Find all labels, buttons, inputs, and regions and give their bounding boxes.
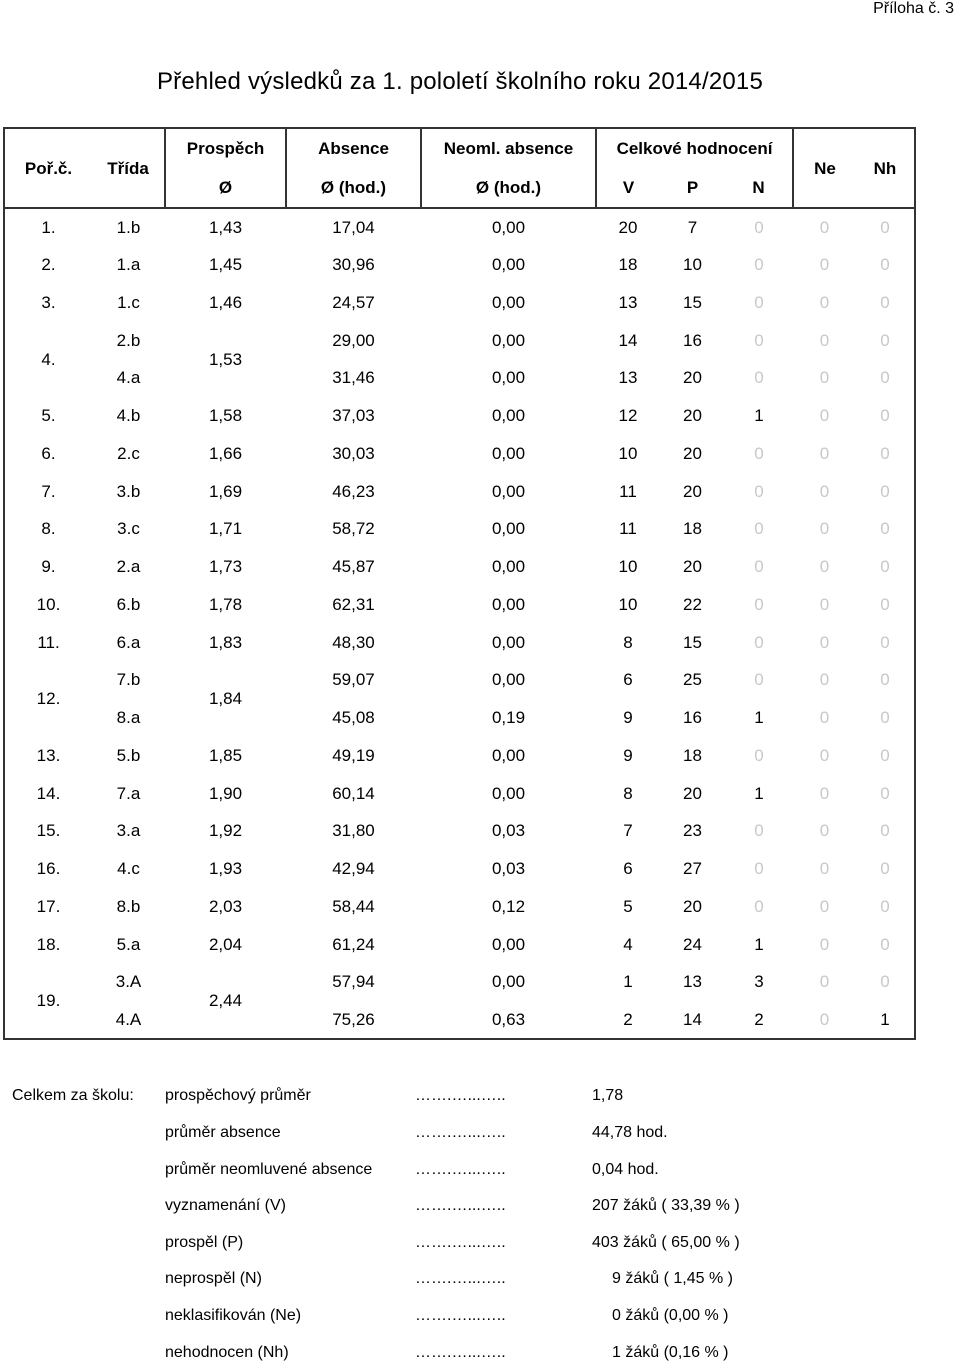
header-prospech: Prospěch [165, 128, 286, 167]
ne-cell: 0 [819, 708, 830, 728]
p-cell: 20 [683, 443, 702, 463]
n-cell: 1 [754, 783, 764, 803]
ne-cell: 0 [819, 406, 830, 426]
neoml-cell: 0,00 [491, 255, 526, 275]
neoml-cell: 0,00 [491, 406, 526, 426]
v-cell: 13 [618, 368, 638, 388]
n-cell: 0 [754, 632, 764, 652]
n-cell: 1 [754, 708, 764, 728]
p-cell: 22 [683, 594, 702, 614]
summary-value: 403 žáků ( 65,00 % ) [592, 1234, 740, 1251]
nh-cell: 0 [856, 548, 915, 586]
summary-value: 44,78 hod. [592, 1124, 668, 1141]
nh-cell: 0 [856, 246, 915, 284]
n-cell: 0 [754, 519, 764, 539]
class-cell: 3.c [117, 519, 140, 539]
class-cell: 1.c [117, 292, 140, 312]
neoml-cell: 0,00 [491, 594, 526, 614]
class-cell: 2.a [116, 557, 141, 577]
prospech-cell: 1,45 [208, 255, 243, 275]
absence-cell: 59,07 [332, 670, 375, 690]
ne-cell: 0 [819, 481, 830, 501]
prospech-cell: 1,78 [208, 594, 243, 614]
class-cell: 1.a [116, 255, 141, 275]
neoml-cell: 0,00 [491, 632, 526, 652]
nh-cell: 0 [856, 699, 915, 737]
v-cell: 4 [623, 934, 633, 954]
absence-cell: 49,19 [332, 745, 375, 765]
n-cell: 0 [754, 481, 764, 501]
summary-dots: …….…...….. [415, 1307, 506, 1324]
p-cell: 20 [683, 557, 702, 577]
n-cell: 0 [754, 368, 764, 388]
p-cell: 24 [683, 934, 702, 954]
ne-cell: 0 [819, 217, 830, 237]
rank-cell: 17. [4, 888, 92, 926]
v-cell: 10 [618, 557, 638, 577]
neoml-cell: 0,00 [491, 368, 526, 388]
class-cell: 6.a [116, 632, 141, 652]
n-cell: 0 [754, 745, 764, 765]
neoml-cell: 0,00 [491, 557, 526, 577]
neoml-cell: 0,00 [491, 519, 526, 539]
summary-dots: …….…...….. [415, 1124, 506, 1141]
header-poradi: Poř.č. [4, 128, 92, 208]
class-cell: 6.b [116, 594, 141, 614]
summary-row [12, 1270, 912, 1292]
nh-cell: 0 [856, 435, 915, 473]
summary-dots: …….…...….. [415, 1344, 506, 1361]
summary-dots: …….…...….. [415, 1087, 506, 1104]
summary-label: nehodnocen (Nh) [165, 1344, 289, 1361]
header-celkove: Celkové hodnocení [596, 128, 793, 167]
summary-row [12, 1161, 912, 1183]
v-cell: 8 [623, 632, 633, 652]
n-cell: 0 [754, 859, 764, 879]
prospech-cell: 1,71 [208, 519, 243, 539]
v-cell: 6 [623, 670, 633, 690]
p-cell: 7 [687, 217, 698, 237]
prospech-cell: 1,73 [208, 557, 243, 577]
annex-label: Příloha č. 3 [873, 0, 954, 17]
class-cell: 4.A [92, 1001, 165, 1039]
v-cell: 14 [618, 330, 638, 350]
absence-cell: 75,26 [286, 1001, 421, 1039]
summary-label: průměr neomluvené absence [165, 1161, 373, 1178]
n-cell: 0 [754, 443, 764, 463]
absence-cell: 31,80 [332, 821, 375, 841]
class-cell: 3.b [116, 481, 141, 501]
rank-cell: 10. [4, 586, 92, 624]
results-table [3, 127, 916, 1040]
p-cell: 15 [683, 292, 702, 312]
nh-cell: 0 [856, 737, 915, 775]
prospech-cell: 1,69 [208, 481, 243, 501]
summary-row [12, 1234, 912, 1256]
prospech-cell: 1,43 [208, 217, 243, 237]
summary-value: 0 žáků (0,00 % ) [612, 1307, 729, 1324]
v-cell: 11 [619, 519, 637, 539]
summary-label: vyznamenání (V) [165, 1197, 286, 1214]
absence-cell: 37,03 [332, 406, 375, 426]
absence-cell: 61,24 [332, 934, 375, 954]
prospech-cell: 1,66 [208, 443, 243, 463]
p-cell: 20 [683, 783, 702, 803]
page-title: Přehled výsledků za 1. pololetí školního roku 2014/2015 [156, 68, 764, 95]
absence-cell: 24,57 [332, 292, 375, 312]
ne-cell: 0 [819, 972, 830, 992]
summary-row [12, 1124, 912, 1146]
v-cell: 10 [618, 594, 638, 614]
neoml-cell: 0,12 [491, 896, 526, 916]
n-cell: 0 [754, 670, 764, 690]
nh-cell: 0 [856, 812, 915, 850]
summary-heading: Celkem za školu: [12, 1087, 134, 1104]
header-p: P [660, 167, 725, 208]
p-cell: 14 [660, 1001, 725, 1039]
header-n: N [725, 167, 793, 208]
nh-cell: 0 [856, 925, 915, 963]
p-cell: 18 [683, 519, 702, 539]
absence-cell: 58,44 [332, 896, 375, 916]
rank-cell: 13. [4, 737, 92, 775]
header-ne: Ne [793, 128, 856, 208]
neoml-cell: 0,63 [421, 1001, 596, 1039]
class-cell: 4.c [117, 859, 140, 879]
rank-cell: 1. [4, 208, 92, 246]
p-cell: 13 [683, 972, 702, 992]
ne-cell: 0 [819, 330, 830, 350]
prospech-cell: 2,44 [165, 963, 286, 1039]
n-cell: 0 [754, 594, 764, 614]
summary-label: prospěchový průměr [165, 1087, 311, 1104]
absence-cell: 62,31 [332, 594, 375, 614]
p-cell: 25 [683, 670, 702, 690]
v-cell: 9 [623, 708, 633, 728]
nh-cell: 0 [856, 397, 915, 435]
nh-cell: 0 [856, 888, 915, 926]
absence-cell: 30,03 [332, 443, 375, 463]
rank-cell: 15. [4, 812, 92, 850]
neoml-cell: 0,00 [491, 670, 526, 690]
n-cell: 0 [754, 217, 764, 237]
ne-cell: 0 [819, 519, 830, 539]
summary-row [12, 1307, 912, 1329]
neoml-cell: 0,00 [491, 217, 526, 237]
neoml-cell: 0,19 [491, 708, 526, 728]
neoml-cell: 0,00 [491, 330, 526, 350]
header-neoml: Neoml. absence [421, 128, 596, 167]
p-cell: 20 [683, 896, 702, 916]
summary-value: 207 žáků ( 33,39 % ) [592, 1197, 740, 1214]
nh-cell: 0 [856, 359, 915, 397]
v-cell: 11 [619, 481, 637, 501]
summary-dots: …….…...….. [415, 1197, 506, 1214]
summary-value: 1,78 [592, 1087, 624, 1104]
summary-row [12, 1344, 912, 1366]
class-cell: 3.a [116, 821, 141, 841]
v-cell: 2 [596, 1001, 660, 1039]
p-cell: 10 [683, 255, 702, 275]
ne-cell: 0 [819, 292, 830, 312]
ne-cell: 0 [819, 368, 830, 388]
neoml-cell: 0,00 [491, 745, 526, 765]
rank-cell: 14. [4, 774, 92, 812]
ne-cell: 0 [793, 1001, 856, 1039]
v-cell: 9 [623, 745, 633, 765]
nh-cell: 0 [856, 284, 915, 322]
prospech-cell: 1,90 [208, 783, 243, 803]
class-cell: 7.b [116, 670, 141, 690]
absence-cell: 46,23 [332, 481, 375, 501]
v-cell: 20 [618, 217, 638, 237]
class-cell: 4.a [116, 368, 141, 388]
absence-cell: 29,00 [332, 330, 375, 350]
summary-row [12, 1087, 912, 1109]
prospech-cell: 2,04 [208, 934, 243, 954]
class-cell: 2.c [117, 443, 140, 463]
header-nh: Nh [856, 128, 915, 208]
class-cell: 5.b [116, 745, 141, 765]
nh-cell: 0 [856, 208, 915, 246]
class-cell: 2.b [116, 330, 141, 350]
v-cell: 18 [618, 255, 638, 275]
absence-cell: 45,08 [332, 708, 375, 728]
neoml-cell: 0,00 [491, 481, 526, 501]
v-cell: 10 [618, 443, 638, 463]
nh-cell: 0 [856, 661, 915, 699]
rank-cell: 19. [4, 963, 92, 1039]
header-prumer-absence: Ø (hod.) [286, 167, 421, 208]
p-cell: 18 [683, 745, 702, 765]
p-cell: 16 [683, 708, 702, 728]
p-cell: 20 [683, 406, 702, 426]
prospech-cell: 1,93 [208, 859, 243, 879]
summary-row [12, 1197, 912, 1219]
absence-cell: 57,94 [332, 972, 375, 992]
neoml-cell: 0,03 [491, 859, 526, 879]
p-cell: 23 [683, 821, 702, 841]
class-cell: 3.A [115, 972, 142, 992]
prospech-cell: 1,46 [208, 292, 243, 312]
absence-cell: 31,46 [332, 368, 375, 388]
prospech-cell: 2,03 [208, 896, 243, 916]
rank-cell: 11. [4, 623, 92, 661]
rank-cell: 3. [4, 284, 92, 322]
n-cell: 3 [754, 972, 764, 992]
v-cell: 5 [623, 896, 633, 916]
summary-label: průměr absence [165, 1124, 281, 1141]
summary-value: 9 žáků ( 1,45 % ) [612, 1270, 733, 1287]
prospech-cell: 1,85 [208, 745, 243, 765]
ne-cell: 0 [819, 783, 830, 803]
v-cell: 13 [618, 292, 638, 312]
v-cell: 1 [623, 972, 633, 992]
ne-cell: 0 [819, 745, 830, 765]
v-cell: 8 [623, 783, 633, 803]
ne-cell: 0 [819, 934, 830, 954]
nh-cell: 0 [856, 510, 915, 548]
rank-cell: 7. [4, 472, 92, 510]
class-cell: 5.a [116, 934, 141, 954]
ne-cell: 0 [819, 594, 830, 614]
neoml-cell: 0,00 [491, 292, 526, 312]
class-cell: 7.a [116, 783, 141, 803]
neoml-cell: 0,03 [491, 821, 526, 841]
p-cell: 20 [683, 481, 702, 501]
class-cell: 1.b [116, 217, 141, 237]
prospech-cell: 1,53 [208, 349, 243, 369]
p-cell: 15 [683, 632, 702, 652]
ne-cell: 0 [819, 443, 830, 463]
rank-cell: 12. [4, 661, 92, 737]
n-cell: 0 [754, 255, 764, 275]
nh-cell: 0 [856, 472, 915, 510]
ne-cell: 0 [819, 896, 830, 916]
nh-cell: 0 [856, 963, 915, 1001]
ne-cell: 0 [819, 557, 830, 577]
nh-cell: 0 [856, 850, 915, 888]
neoml-cell: 0,00 [491, 934, 526, 954]
n-cell: 0 [754, 557, 764, 577]
rank-cell: 18. [4, 925, 92, 963]
class-cell: 8.b [116, 896, 141, 916]
nh-cell: 0 [856, 321, 915, 359]
header-v: V [596, 167, 660, 208]
v-cell: 6 [623, 859, 633, 879]
rank-cell: 2. [4, 246, 92, 284]
p-cell: 27 [683, 859, 702, 879]
rank-cell: 5. [4, 397, 92, 435]
rank-cell: 9. [4, 548, 92, 586]
summary-dots: …….…...….. [415, 1234, 506, 1251]
summary-label: neprospěl (N) [165, 1270, 262, 1287]
prospech-cell: 1,92 [208, 821, 243, 841]
absence-cell: 42,94 [332, 859, 375, 879]
ne-cell: 0 [819, 255, 830, 275]
n-cell: 0 [754, 896, 764, 916]
absence-cell: 60,14 [332, 783, 375, 803]
p-cell: 20 [683, 368, 702, 388]
rank-cell: 4. [4, 321, 92, 397]
class-cell: 4.b [116, 406, 141, 426]
ne-cell: 0 [819, 670, 830, 690]
nh-cell: 0 [856, 586, 915, 624]
summary-label: prospěl (P) [165, 1234, 244, 1251]
ne-cell: 0 [819, 859, 830, 879]
header-prumer-neoml: Ø (hod.) [421, 167, 596, 208]
rank-cell: 6. [4, 435, 92, 473]
ne-cell: 0 [819, 632, 830, 652]
header-prumer-prospech: Ø [165, 167, 286, 208]
rank-cell: 8. [4, 510, 92, 548]
summary-value: 1 žáků (0,16 % ) [612, 1344, 729, 1361]
absence-cell: 45,87 [332, 557, 375, 577]
neoml-cell: 0,00 [491, 783, 526, 803]
absence-cell: 30,96 [332, 255, 375, 275]
neoml-cell: 0,00 [491, 972, 526, 992]
absence-cell: 17,04 [332, 217, 375, 237]
v-cell: 7 [623, 821, 633, 841]
class-cell: 8.a [116, 708, 141, 728]
prospech-cell: 1,84 [208, 689, 243, 709]
nh-cell: 0 [856, 774, 915, 812]
n-cell: 0 [754, 821, 764, 841]
prospech-cell: 1,83 [208, 632, 243, 652]
header-trida: Třída [92, 128, 165, 208]
summary-dots: …….…...….. [415, 1161, 506, 1178]
header-absence: Absence [286, 128, 421, 167]
n-cell: 0 [754, 330, 764, 350]
summary-value: 0,04 hod. [592, 1161, 659, 1178]
summary-dots: …….…...….. [415, 1270, 506, 1287]
absence-cell: 58,72 [332, 519, 375, 539]
summary-label: neklasifikován (Ne) [165, 1307, 302, 1324]
n-cell: 1 [754, 934, 764, 954]
prospech-cell: 1,58 [208, 406, 243, 426]
absence-cell: 48,30 [332, 632, 375, 652]
nh-cell: 0 [856, 623, 915, 661]
n-cell: 0 [754, 292, 764, 312]
n-cell: 1 [754, 406, 764, 426]
p-cell: 16 [683, 330, 702, 350]
ne-cell: 0 [819, 821, 830, 841]
v-cell: 12 [618, 406, 638, 426]
n-cell: 2 [725, 1001, 793, 1039]
neoml-cell: 0,00 [491, 443, 526, 463]
rank-cell: 16. [4, 850, 92, 888]
nh-cell: 1 [856, 1001, 915, 1039]
